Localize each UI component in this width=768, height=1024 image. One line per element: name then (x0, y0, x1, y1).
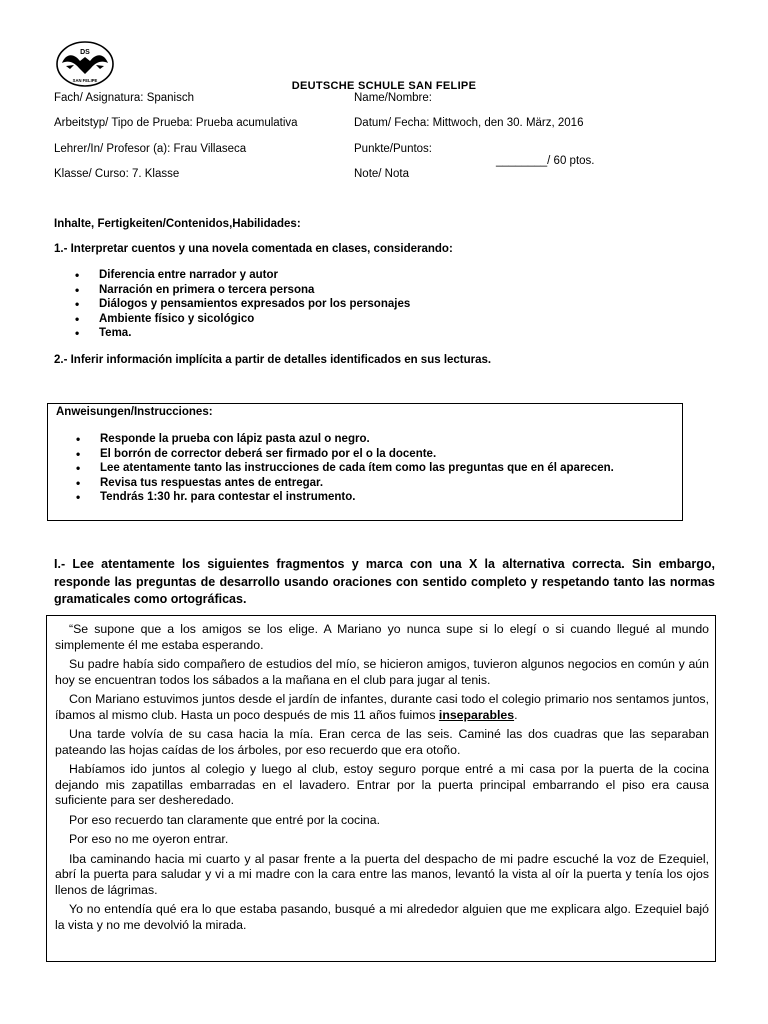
paragraph: “Se supone que a los amigos se los elige. A Mariano yo nunca supe si lo elegí o si cuando llegué al mundo simplemente él me estaba esperando. (55, 622, 709, 652)
contents-bullet-list (75, 268, 410, 341)
contents-item-1: 1.- Interpretar cuentos y una novela comentada en clases, considerando: (54, 243, 453, 255)
paragraph: Su padre había sido compañero de estudios del mío, se hicieron amigos, tuvieron algunos negocios en común y aún hoy se encuentran todos los sábados a la mañana en el club para jugar al tenis. (55, 657, 709, 687)
name-field: Name/Nombre: (354, 92, 432, 104)
list-item: • Tema. (75, 326, 410, 341)
paragraph: Yo no entendía qué era lo que estaba pasando, busqué a mi alrededor alguien que me explicara algo. Ezequiel bajó la vista y no me devolvió la mirada. (55, 902, 709, 932)
paragraph: Habíamos ido juntos al colegio y luego al club, estoy seguro porque entré a mi casa por la puerta de la cocina dejando mis zapatillas embarradas en el lavadero. Entrar por la puerta principal embarrando el piso era causa suficiente para ser desheredado. (55, 762, 709, 807)
paragraph: Una tarde volvía de su casa hacia la mía. Eran cerca de las seis. Caminé las dos cuadras que las separaban pateando las hojas caídas de los árboles, por eso recuerdo que era otoño. (55, 727, 709, 757)
list-item: • Diferencia entre narrador y autor (75, 268, 410, 283)
svg-text:SAN FELIPE: SAN FELIPE (72, 78, 98, 83)
grade-field: Note/ Nota (354, 168, 409, 180)
paragraph: Iba caminando hacia mi cuarto y al pasar frente a la puerta del despacho de mi padre escuché la voz de Ezequiel, abrí la puerta para saludar y vi a mi madre con la cara entre las manos, levantó la vista al oír la puerta y tenía los ojos llenos de lágrimas. (55, 851, 709, 897)
instructions-bullet-list (76, 432, 614, 505)
underlined-word: inseparables (438, 707, 515, 722)
points-field: Punkte/Puntos: (354, 143, 432, 155)
paragraph-text: . (514, 707, 518, 722)
paragraph-text: Con Mariano estuvimos juntos desde el jardín de infantes, durante casi todo el colegio primario nos sentamos juntos, íbamos al mismo club. Hasta un poco después de mis 11 años fuimos (55, 692, 709, 722)
section-1-instructions: I.- Lee atentamente los siguientes fragmentos y marca con una X la alternativa correcta. Sin embargo, responde las preguntas de desarrollo usando oraciones con sentido completo y respetando tanto las normas gramaticales como ortográficas. (54, 557, 715, 606)
paragraph: Por eso recuerdo tan claramente que entré por la cocina. (69, 812, 381, 827)
date-field: Datum/ Fecha: Mittwoch, den 30. März, 2016 (354, 117, 584, 129)
list-item: • Ambiente físico y sicológico (75, 312, 410, 327)
class-field: Klasse/ Curso: 7. Klasse (54, 168, 180, 180)
test-type-field: Arbeitstyp/ Tipo de Prueba: Prueba acumulativa (54, 117, 298, 129)
list-item: • Revisa tus respuestas antes de entregar. (76, 476, 614, 491)
list-item: • Diálogos y pensamientos expresados por los personajes (75, 297, 410, 312)
contents-item-2: 2.- Inferir información implícita a partir de detalles identificados en sus lecturas. (54, 354, 492, 366)
list-item: • Lee atentamente tanto las instrucciones de cada ítem como las preguntas que en él aparecen. (76, 461, 614, 476)
subject-field: Fach/ Asignatura: Spanisch (54, 92, 194, 104)
contents-title: Inhalte, Fertigkeiten/Contenidos,Habilidades: (54, 218, 301, 230)
paragraph: Por eso no me oyeron entrar. (69, 832, 229, 846)
list-item: • Responde la prueba con lápiz pasta azul o negro. (76, 432, 614, 447)
list-item: • El borrón de corrector deberá ser firmado por el o la docente. (76, 447, 614, 462)
list-item: • Tendrás 1:30 hr. para contestar el instrumento. (76, 490, 614, 505)
school-name: DEUTSCHE SCHULE SAN FELIPE (291, 80, 477, 92)
teacher-field: Lehrer/In/ Profesor (a): Frau Villaseca (54, 143, 247, 155)
list-item: • Narración en primera o tercera persona (75, 283, 410, 298)
reading-fragment-box (46, 615, 716, 962)
points-total: ________/ 60 ptos. (496, 155, 595, 167)
svg-text:DS: DS (80, 49, 90, 56)
instructions-title: Anweisungen/Instrucciones: (56, 406, 213, 418)
paragraph (55, 692, 709, 723)
